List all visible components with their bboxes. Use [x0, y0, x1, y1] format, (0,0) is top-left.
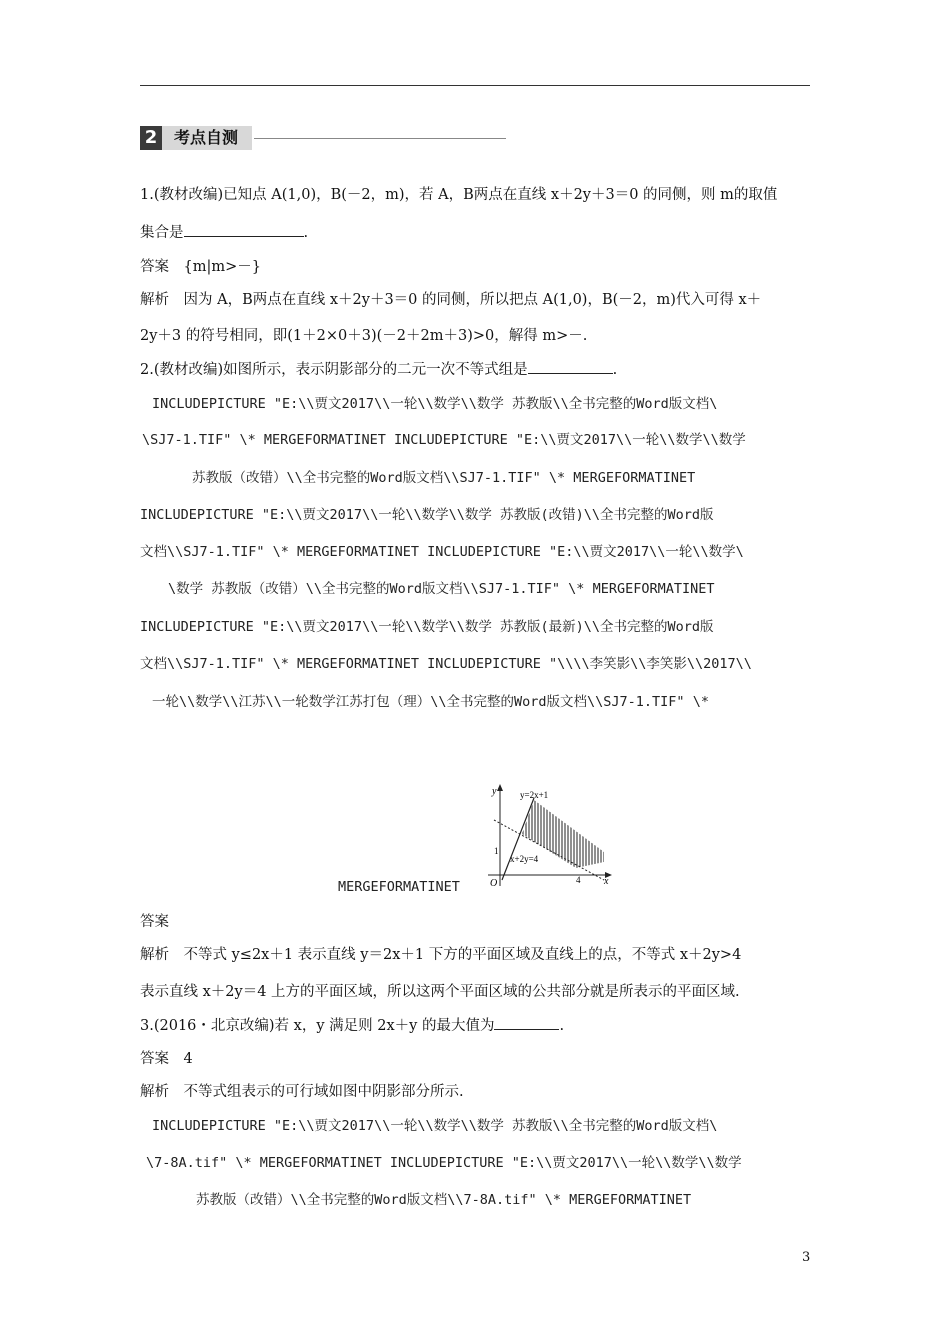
q2-analysis-line1: 解析 不等式 y≤2x＋1 表示直线 y＝2x＋1 下方的平面区域及直线上的点，不等式 x＋2y>4: [140, 947, 742, 963]
q3-field-line: INCLUDEPICTURE "E:\\贾文2017\\一轮\\数学\\数学 苏教版\\全书完整的Word版文档\: [152, 1118, 718, 1134]
q3-stem: [140, 1015, 564, 1036]
q1-stem-line1: 1.(教材改编)已知点 A(1,0)，B(－2，m)，若 A，B两点在直线 x＋2y＋3＝0 的同侧，则 m的取值: [140, 187, 778, 203]
q2-field-line: INCLUDEPICTURE "E:\\贾文2017\\一轮\\数学\\数学 苏教版(改错)\\全书完整的Word版: [140, 507, 714, 523]
page-number: 3: [802, 1250, 811, 1265]
q3-field-line: \7-8A.tif" \* MERGEFORMATINET INCLUDEPICTURE "E:\\贾文2017\\一轮\\数学\\数学: [146, 1155, 742, 1171]
section-divider: [254, 138, 506, 139]
section-title: 考点自测: [162, 126, 252, 150]
q2-field-line: 文档\\SJ7-1.TIF" \* MERGEFORMATINET INCLUDEPICTURE "\\\\李笑影\\李笑影\\2017\\: [140, 656, 752, 672]
q1-analysis-line1: 解析 因为 A，B两点在直线 x＋2y＋3＝0 的同侧，所以把点 A(1,0)，B(－2，m)代入可得 x＋: [140, 292, 762, 308]
q2-stem-prefix: 2.(教材改编)如图所示，表示阴影部分的二元一次不等式组是: [140, 362, 528, 378]
origin-label: O: [490, 878, 498, 889]
q3-field-line: 苏教版（改错）\\全书完整的Word版文档\\7-8A.tif" \* MERGEFORMATINET: [196, 1192, 692, 1208]
q3-answer: 答案 4: [140, 1051, 193, 1067]
y-tick-label: 1: [494, 846, 499, 856]
q3-stem-prefix: 3.(2016・北京改编)若 x，y 满足则 2x＋y 的最大值为: [140, 1018, 495, 1034]
section-header: [140, 126, 506, 150]
q3-analysis: 解析 不等式组表示的可行域如图中阴影部分所示.: [140, 1084, 464, 1100]
q3-answer-blank: [494, 1015, 559, 1030]
q2-field-line: 文档\\SJ7-1.TIF" \* MERGEFORMATINET INCLUDEPICTURE "E:\\贾文2017\\一轮\\数学\: [140, 544, 744, 560]
inequality-region-figure: [486, 782, 616, 892]
q2-answer: 答案: [140, 914, 169, 930]
q1-answer-blank: [184, 222, 304, 237]
header-rule: [140, 85, 810, 86]
q2-stem-suffix: .: [612, 362, 618, 378]
q2-field-line: INCLUDEPICTURE "E:\\贾文2017\\一轮\\数学\\数学 苏教版(最新)\\全书完整的Word版: [140, 619, 714, 635]
x-axis-label: x: [604, 876, 609, 887]
q2-stem: [140, 359, 617, 380]
q2-analysis-line2: 表示直线 x＋2y＝4 上方的平面区域，所以这两个平面区域的公共部分就是所表示的平面区域.: [140, 984, 740, 1000]
q1-answer: 答案 {m|m>－}: [140, 259, 261, 275]
section-number: 2: [140, 126, 162, 150]
q2-field-line: \SJ7-1.TIF" \* MERGEFORMATINET INCLUDEPICTURE "E:\\贾文2017\\一轮\\数学\\数学: [142, 432, 746, 448]
q1-analysis-line2: 2y＋3 的符号相同，即(1＋2×0＋3)(－2＋2m＋3)>0，解得 m>－.: [140, 328, 588, 344]
line1-label: y=2x+1: [520, 790, 549, 800]
q2-field-line: 一轮\\数学\\江苏\\一轮数学江苏打包（理）\\全书完整的Word版文档\\SJ7-1.TIF" \*: [152, 694, 709, 710]
x-tick-label: 4: [576, 875, 581, 885]
q2-field-line: \数学 苏教版（改错）\\全书完整的Word版文档\\SJ7-1.TIF" \* MERGEFORMATINET: [168, 581, 715, 597]
line2-label: x+2y=4: [510, 854, 539, 864]
q2-field-line: INCLUDEPICTURE "E:\\贾文2017\\一轮\\数学\\数学 苏教版\\全书完整的Word版文档\: [152, 396, 718, 412]
y-axis-arrow: [497, 784, 503, 791]
q1-stem-line2: [140, 222, 308, 243]
q1-stem-prefix: 集合是: [140, 225, 184, 241]
q2-field-line: 苏教版（改错）\\全书完整的Word版文档\\SJ7-1.TIF" \* MERGEFORMATINET: [192, 470, 696, 486]
q2-field-tail: MERGEFORMATINET: [338, 879, 460, 895]
q1-stem-suffix: .: [303, 225, 309, 241]
y-axis-label: y: [492, 786, 497, 797]
q2-answer-blank: [528, 359, 613, 374]
q3-stem-suffix: .: [559, 1018, 565, 1034]
